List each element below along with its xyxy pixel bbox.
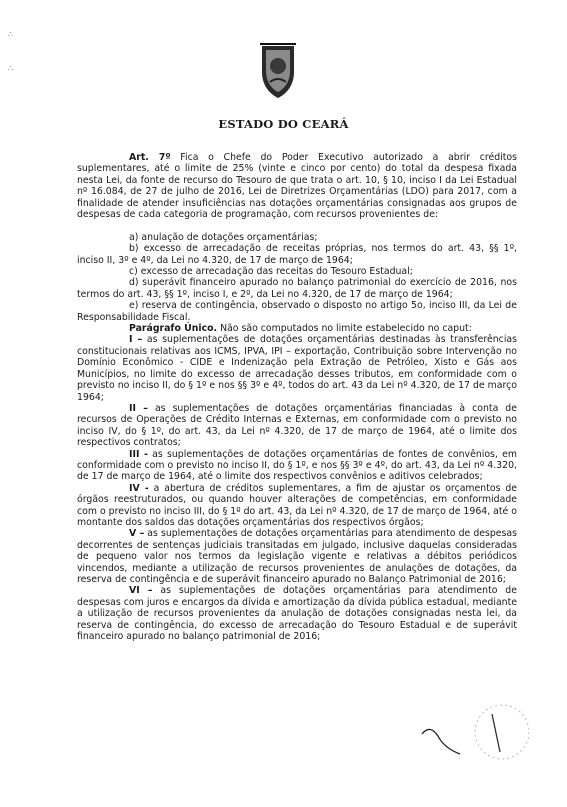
inciso-text: a abertura de créditos suplementares, a fim de ajustar os orçamentos de órgãos reestruturados, ou quando houver alterações de competências, em conformidade com o previsto no inciso III, do § 1º do art. 43, da Lei nº 4.320, de 17 de março de 1964, até o montante dos saldos das dotações orçamentárias dos respectivos órgãos; xyxy=(77,482,517,528)
inciso-text: as suplementações de dotações orçamentárias de fontes de convênios, em conformidade com o previsto no inciso II, do § 1º, e nos §§ 3º e 4º, do art. 43, da Lei nº 4.320, de 17 de março de 1964, até o limite dos respectivos convênios e aditivos celebrados; xyxy=(77,448,518,483)
inciso-vi xyxy=(77,585,517,642)
inciso-text: as suplementações de dotações orçamentárias para atendimento de despesas com juros e encargos da dívida e amortização da dívida pública estadual, mediante a utilização de recursos provenientes da anulação de dotações consignadas nesta lei, da reserva de contingência, do excesso de arrecadação do Tesouro Estadual e de superávit financeiro apurado no balanço patrimonial de 2016; xyxy=(77,585,517,643)
item-c: c) excesso de arrecadação das receitas do Tesouro Estadual; xyxy=(129,266,413,278)
item-e: e) reserva de contingência, observado o disposto no artigo 5o, inciso III, da Lei de Responsabilidade Fiscal. xyxy=(77,300,517,323)
document-body xyxy=(77,152,517,642)
official-stamp xyxy=(470,700,534,764)
item-a: a) anulação de dotações orçamentárias; xyxy=(129,231,318,243)
inciso-lead: VI – xyxy=(129,585,153,597)
article-7-text: Fica o Chefe do Poder Executivo autorizado a abrir créditos suplementares, até o limite de 25% (vinte e cinco por cento) do total da despesa fixada nesta Lei, da fonte de recurso do Tesouro de que trata o art. 10, § 10, inciso I da Lei Estadual nº 16.084, de 27 de julho de 2016, Lei de Diretrizes Orçamentárias (LDO) para 2017, com a finalidade de atender insuficiências nas dotações orçamentárias consignadas aos grupos de despesas de cada categoria de programação, com recursos provenientes de: xyxy=(77,152,517,221)
inciso-lead: V – xyxy=(129,528,145,540)
document-title: ESTADO DO CEARÁ xyxy=(218,117,349,131)
paragrafo-unico-lead: Parágrafo Único. xyxy=(129,323,218,335)
article-7-lead: Art. 7º xyxy=(129,152,171,163)
margin-mark: ∴ xyxy=(8,64,14,73)
state-coat-of-arms-icon xyxy=(256,42,300,100)
inciso-ii xyxy=(77,403,517,449)
inciso-iii xyxy=(77,449,517,483)
inciso-i xyxy=(77,334,517,402)
inciso-text: as suplementações de dotações orçamentárias para atendimento de despesas decorrentes de sentenças judiciais transitadas em julgado, inclusive daquelas consideradas de pequeno valor nos termos da legislação vigente e relativas a débitos periódicos vincendos, mediante a utilização de recursos provenientes de anulações de dotações, da reserva de contingência e de superávit financeiro apurado no Balanço Patrimonial de 2016; xyxy=(77,528,518,586)
inciso-lead: I – xyxy=(129,334,143,346)
paragrafo-unico-text: Não são computados no limite estabelecido no caput: xyxy=(217,323,472,335)
paragrafo-unico xyxy=(77,323,517,334)
article-7 xyxy=(77,152,517,220)
inciso-text: as suplementações de dotações orçamentárias destinadas às transferências constitucionais relativas aos ICMS, IPVA, IPI – exportação, Contribuição sobre Intervenção no Domínio Econômico - CIDE e Indenização pela Extração de Petróleo, Xisto e Gás aos Municípios, no limite do excesso de arrecadação desses tributos, em conformidade com o previsto no inciso II, do § 1º e nos §§ 3º e 4º, todos do art. 43 da Lei nº 4.320, de 17 de março 1964; xyxy=(77,334,518,403)
inciso-lead: II – xyxy=(129,402,148,414)
item-d: d) superávit financeiro apurado no balanço patrimonial do exercício de 2016, nos termos do art. 43, §§ 1º, inciso I, e 2º, da Lei no 4.320, de 17 de março de 1964; xyxy=(77,277,517,300)
inciso-lead: IV - xyxy=(129,482,149,494)
inciso-iv xyxy=(77,483,517,529)
inciso-v xyxy=(77,528,517,585)
margin-mark: ∴ xyxy=(8,30,14,39)
signature-mark xyxy=(420,720,464,760)
inciso-text: as suplementações de dotações orçamentárias financiadas à conta de recursos de Operações de Crédito Internas e Externas, em conformidade com o previsto no inciso IV, do § 1º, do art. 43, da Lei nº 4.320, de 17 de março de 1964, até o limite dos respectivos contratos; xyxy=(77,402,517,449)
item-b: b) excesso de arrecadação de receitas próprias, nos termos do art. 43, §§ 1º, inciso II, 3º e 4º, da Lei no 4.320, de 17 de março de 1964; xyxy=(77,243,517,266)
inciso-lead: III - xyxy=(129,448,148,460)
